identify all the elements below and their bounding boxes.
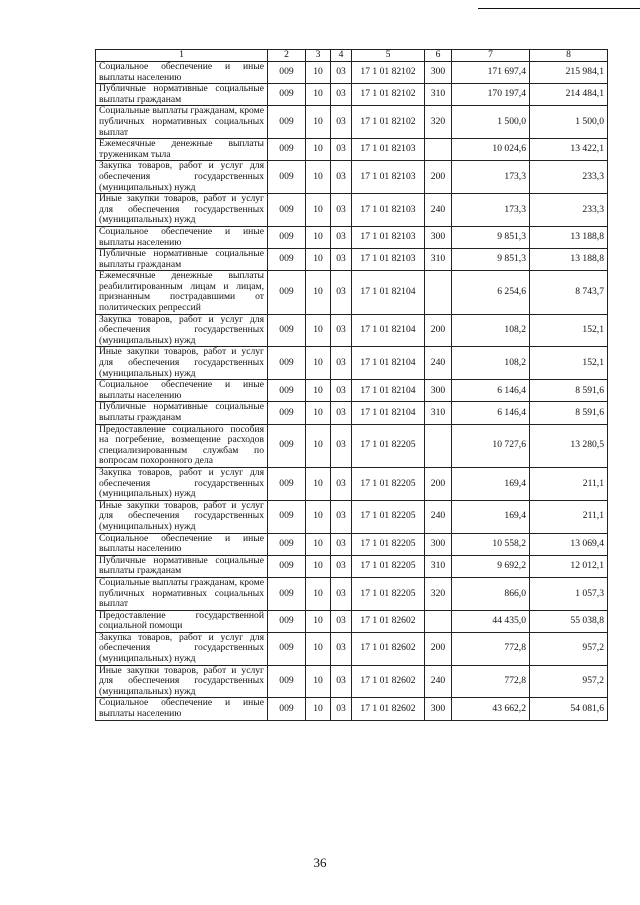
header-cell: 2: [268, 50, 306, 62]
admin-code-cell: 009: [268, 139, 306, 161]
amount-year-2-cell: 13 422,1: [530, 139, 608, 161]
row-name-cell: Закупка товаров, работ и услуг для обеспечения государственных (муниципальных) нужд: [96, 632, 268, 665]
amount-year-2-cell: 1 500,0: [530, 106, 608, 139]
expense-type-cell: 310: [425, 402, 452, 424]
subsection-code-cell: 03: [331, 632, 352, 665]
target-article-cell: 17 1 01 82104: [352, 314, 425, 347]
section-code-cell: 10: [306, 161, 331, 194]
table-row: [96, 271, 608, 314]
table-row: [96, 84, 608, 106]
amount-year-1-cell: 108,2: [452, 314, 530, 347]
amount-year-1-cell: 43 662,2: [452, 698, 530, 720]
amount-year-1-cell: 6 254,6: [452, 271, 530, 314]
row-name-cell: Закупка товаров, работ и услуг для обеспечения государственных (муниципальных) нужд: [96, 314, 268, 347]
table-row: [96, 665, 608, 698]
table-row: [96, 226, 608, 248]
expense-type-cell: 320: [425, 577, 452, 610]
table-row: [96, 533, 608, 555]
admin-code-cell: 009: [268, 467, 306, 500]
row-name-cell: Иные закупки товаров, работ и услуг для обеспечения государственных (муниципальных) нужд: [96, 194, 268, 227]
amount-year-1-cell: 866,0: [452, 577, 530, 610]
amount-year-1-cell: 44 435,0: [452, 610, 530, 632]
subsection-code-cell: 03: [331, 139, 352, 161]
section-code-cell: 10: [306, 610, 331, 632]
amount-year-2-cell: 8 743,7: [530, 271, 608, 314]
admin-code-cell: 009: [268, 665, 306, 698]
section-code-cell: 10: [306, 249, 331, 271]
admin-code-cell: 009: [268, 271, 306, 314]
table-row: [96, 467, 608, 500]
admin-code-cell: 009: [268, 84, 306, 106]
amount-year-2-cell: 215 984,1: [530, 62, 608, 84]
target-article-cell: 17 1 01 82102: [352, 106, 425, 139]
subsection-code-cell: 03: [331, 347, 352, 380]
admin-code-cell: 009: [268, 555, 306, 577]
expense-type-cell: 200: [425, 314, 452, 347]
budget-table: [95, 49, 608, 721]
admin-code-cell: 009: [268, 106, 306, 139]
target-article-cell: 17 1 01 82602: [352, 698, 425, 720]
row-name-cell: Социальное обеспечение и иные выплаты населению: [96, 62, 268, 84]
amount-year-2-cell: 13 188,8: [530, 249, 608, 271]
header-cell: 4: [331, 50, 352, 62]
target-article-cell: 17 1 01 82104: [352, 380, 425, 402]
target-article-cell: 17 1 01 82104: [352, 271, 425, 314]
subsection-code-cell: 03: [331, 610, 352, 632]
row-name-cell: Ежемесячные денежные выплаты реабилитированным лицам и лицам, признанным пострадавшими от политических репрессий: [96, 271, 268, 314]
amount-year-1-cell: 772,8: [452, 665, 530, 698]
row-name-cell: Иные закупки товаров, работ и услуг для обеспечения государственных (муниципальных) нужд: [96, 500, 268, 533]
table-row: [96, 632, 608, 665]
amount-year-2-cell: 8 591,6: [530, 380, 608, 402]
amount-year-1-cell: 6 146,4: [452, 402, 530, 424]
admin-code-cell: 009: [268, 610, 306, 632]
subsection-code-cell: 03: [331, 226, 352, 248]
section-code-cell: 10: [306, 380, 331, 402]
amount-year-1-cell: 170 197,4: [452, 84, 530, 106]
target-article-cell: 17 1 01 82103: [352, 161, 425, 194]
subsection-code-cell: 03: [331, 62, 352, 84]
subsection-code-cell: 03: [331, 84, 352, 106]
row-name-cell: Публичные нормативные социальные выплаты гражданам: [96, 249, 268, 271]
table-row: [96, 194, 608, 227]
admin-code-cell: 009: [268, 424, 306, 467]
amount-year-1-cell: 6 146,4: [452, 380, 530, 402]
target-article-cell: 17 1 01 82602: [352, 632, 425, 665]
target-article-cell: 17 1 01 82102: [352, 62, 425, 84]
subsection-code-cell: 03: [331, 698, 352, 720]
subsection-code-cell: 03: [331, 314, 352, 347]
table-row: [96, 106, 608, 139]
header-cell: 3: [306, 50, 331, 62]
expense-type-cell: 200: [425, 632, 452, 665]
header-cell: 5: [352, 50, 425, 62]
section-code-cell: 10: [306, 84, 331, 106]
amount-year-1-cell: 1 500,0: [452, 106, 530, 139]
target-article-cell: 17 1 01 82103: [352, 249, 425, 271]
section-code-cell: 10: [306, 106, 331, 139]
expense-type-cell: [425, 610, 452, 632]
amount-year-2-cell: 211,1: [530, 467, 608, 500]
header-cell: 6: [425, 50, 452, 62]
admin-code-cell: 009: [268, 577, 306, 610]
expense-type-cell: 300: [425, 226, 452, 248]
section-code-cell: 10: [306, 577, 331, 610]
admin-code-cell: 009: [268, 249, 306, 271]
amount-year-2-cell: 54 081,6: [530, 698, 608, 720]
admin-code-cell: 009: [268, 533, 306, 555]
expense-type-cell: 300: [425, 62, 452, 84]
admin-code-cell: 009: [268, 226, 306, 248]
target-article-cell: 17 1 01 82205: [352, 500, 425, 533]
target-article-cell: 17 1 01 82103: [352, 139, 425, 161]
amount-year-2-cell: 13 188,8: [530, 226, 608, 248]
subsection-code-cell: 03: [331, 500, 352, 533]
subsection-code-cell: 03: [331, 380, 352, 402]
amount-year-2-cell: 8 591,6: [530, 402, 608, 424]
row-name-cell: Публичные нормативные социальные выплаты гражданам: [96, 402, 268, 424]
amount-year-2-cell: 1 057,3: [530, 577, 608, 610]
section-code-cell: 10: [306, 424, 331, 467]
expense-type-cell: 300: [425, 380, 452, 402]
table-row: [96, 314, 608, 347]
section-code-cell: 10: [306, 467, 331, 500]
amount-year-1-cell: 10 727,6: [452, 424, 530, 467]
amount-year-1-cell: 9 851,3: [452, 249, 530, 271]
expense-type-cell: 240: [425, 500, 452, 533]
admin-code-cell: 009: [268, 314, 306, 347]
target-article-cell: 17 1 01 82104: [352, 347, 425, 380]
amount-year-1-cell: 171 697,4: [452, 62, 530, 84]
expense-type-cell: 240: [425, 347, 452, 380]
table-row: [96, 380, 608, 402]
expense-type-cell: 310: [425, 249, 452, 271]
row-name-cell: Социальное обеспечение и иные выплаты населению: [96, 698, 268, 720]
section-code-cell: 10: [306, 347, 331, 380]
page-number: 36: [313, 855, 327, 870]
row-name-cell: Иные закупки товаров, работ и услуг для обеспечения государственных (муниципальных) нужд: [96, 665, 268, 698]
table-row: [96, 249, 608, 271]
subsection-code-cell: 03: [331, 555, 352, 577]
row-name-cell: Закупка товаров, работ и услуг для обеспечения государственных (муниципальных) нужд: [96, 161, 268, 194]
expense-type-cell: 320: [425, 106, 452, 139]
amount-year-2-cell: 233,3: [530, 161, 608, 194]
table-row: [96, 402, 608, 424]
section-code-cell: 10: [306, 226, 331, 248]
amount-year-2-cell: 233,3: [530, 194, 608, 227]
row-name-cell: Иные закупки товаров, работ и услуг для обеспечения государственных (муниципальных) нужд: [96, 347, 268, 380]
table-row: [96, 577, 608, 610]
section-code-cell: 10: [306, 139, 331, 161]
expense-type-cell: 200: [425, 161, 452, 194]
amount-year-2-cell: 55 038,8: [530, 610, 608, 632]
target-article-cell: 17 1 01 82205: [352, 424, 425, 467]
admin-code-cell: 009: [268, 62, 306, 84]
admin-code-cell: 009: [268, 380, 306, 402]
expense-type-cell: [425, 139, 452, 161]
expense-type-cell: 200: [425, 467, 452, 500]
admin-code-cell: 009: [268, 194, 306, 227]
section-code-cell: 10: [306, 500, 331, 533]
amount-year-1-cell: 9 851,3: [452, 226, 530, 248]
amount-year-2-cell: 13 280,5: [530, 424, 608, 467]
row-name-cell: Публичные нормативные социальные выплаты гражданам: [96, 555, 268, 577]
amount-year-1-cell: 10 558,2: [452, 533, 530, 555]
table-row: [96, 424, 608, 467]
subsection-code-cell: 03: [331, 402, 352, 424]
target-article-cell: 17 1 01 82102: [352, 84, 425, 106]
header-row: [96, 50, 608, 62]
admin-code-cell: 009: [268, 347, 306, 380]
section-code-cell: 10: [306, 555, 331, 577]
amount-year-1-cell: 169,4: [452, 500, 530, 533]
section-code-cell: 10: [306, 632, 331, 665]
amount-year-1-cell: 173,3: [452, 161, 530, 194]
row-name-cell: Социальное обеспечение и иные выплаты населению: [96, 533, 268, 555]
expense-type-cell: 300: [425, 698, 452, 720]
row-name-cell: Публичные нормативные социальные выплаты гражданам: [96, 84, 268, 106]
row-name-cell: Предоставление государственной социальной помощи: [96, 610, 268, 632]
admin-code-cell: 009: [268, 698, 306, 720]
table-row: [96, 62, 608, 84]
subsection-code-cell: 03: [331, 424, 352, 467]
top-rule: [478, 8, 640, 9]
header-cell: 1: [96, 50, 268, 62]
amount-year-1-cell: 9 692,2: [452, 555, 530, 577]
row-name-cell: Социальное обеспечение и иные выплаты населению: [96, 380, 268, 402]
section-code-cell: 10: [306, 271, 331, 314]
subsection-code-cell: 03: [331, 577, 352, 610]
target-article-cell: 17 1 01 82103: [352, 226, 425, 248]
expense-type-cell: 240: [425, 194, 452, 227]
target-article-cell: 17 1 01 82205: [352, 467, 425, 500]
target-article-cell: 17 1 01 82205: [352, 577, 425, 610]
subsection-code-cell: 03: [331, 467, 352, 500]
row-name-cell: Предоставление социального пособия на погребение, возмещение расходов специализированным службам по вопросам похоронного дела: [96, 424, 268, 467]
table-row: [96, 139, 608, 161]
row-name-cell: Социальные выплаты гражданам, кроме публичных нормативных социальных выплат: [96, 577, 268, 610]
section-code-cell: 10: [306, 665, 331, 698]
section-code-cell: 10: [306, 402, 331, 424]
section-code-cell: 10: [306, 698, 331, 720]
target-article-cell: 17 1 01 82205: [352, 533, 425, 555]
table-row: [96, 555, 608, 577]
amount-year-1-cell: 108,2: [452, 347, 530, 380]
subsection-code-cell: 03: [331, 533, 352, 555]
section-code-cell: 10: [306, 533, 331, 555]
target-article-cell: 17 1 01 82602: [352, 610, 425, 632]
row-name-cell: Социальные выплаты гражданам, кроме публичных нормативных социальных выплат: [96, 106, 268, 139]
amount-year-2-cell: 214 484,1: [530, 84, 608, 106]
subsection-code-cell: 03: [331, 161, 352, 194]
amount-year-2-cell: 957,2: [530, 665, 608, 698]
table-row: [96, 161, 608, 194]
subsection-code-cell: 03: [331, 249, 352, 271]
expense-type-cell: 300: [425, 533, 452, 555]
expense-type-cell: 310: [425, 84, 452, 106]
amount-year-2-cell: 12 012,1: [530, 555, 608, 577]
amount-year-2-cell: 13 069,4: [530, 533, 608, 555]
target-article-cell: 17 1 01 82103: [352, 194, 425, 227]
subsection-code-cell: 03: [331, 271, 352, 314]
admin-code-cell: 009: [268, 161, 306, 194]
amount-year-1-cell: 772,8: [452, 632, 530, 665]
amount-year-2-cell: 957,2: [530, 632, 608, 665]
row-name-cell: Закупка товаров, работ и услуг для обеспечения государственных (муниципальных) нужд: [96, 467, 268, 500]
amount-year-1-cell: 169,4: [452, 467, 530, 500]
subsection-code-cell: 03: [331, 194, 352, 227]
table-row: [96, 500, 608, 533]
target-article-cell: 17 1 01 82205: [352, 555, 425, 577]
amount-year-1-cell: 173,3: [452, 194, 530, 227]
table-row: [96, 698, 608, 720]
section-code-cell: 10: [306, 314, 331, 347]
admin-code-cell: 009: [268, 500, 306, 533]
section-code-cell: 10: [306, 194, 331, 227]
row-name-cell: Социальное обеспечение и иные выплаты населению: [96, 226, 268, 248]
header-cell: 7: [452, 50, 530, 62]
section-code-cell: 10: [306, 62, 331, 84]
subsection-code-cell: 03: [331, 106, 352, 139]
amount-year-2-cell: 152,1: [530, 347, 608, 380]
expense-type-cell: [425, 271, 452, 314]
header-cell: 8: [530, 50, 608, 62]
amount-year-1-cell: 10 024,6: [452, 139, 530, 161]
row-name-cell: Ежемесячные денежные выплаты труженикам тыла: [96, 139, 268, 161]
expense-type-cell: [425, 424, 452, 467]
expense-type-cell: 240: [425, 665, 452, 698]
admin-code-cell: 009: [268, 402, 306, 424]
target-article-cell: 17 1 01 82602: [352, 665, 425, 698]
target-article-cell: 17 1 01 82104: [352, 402, 425, 424]
subsection-code-cell: 03: [331, 665, 352, 698]
amount-year-2-cell: 152,1: [530, 314, 608, 347]
admin-code-cell: 009: [268, 632, 306, 665]
table-row: [96, 610, 608, 632]
table-row: [96, 347, 608, 380]
amount-year-2-cell: 211,1: [530, 500, 608, 533]
expense-type-cell: 310: [425, 555, 452, 577]
